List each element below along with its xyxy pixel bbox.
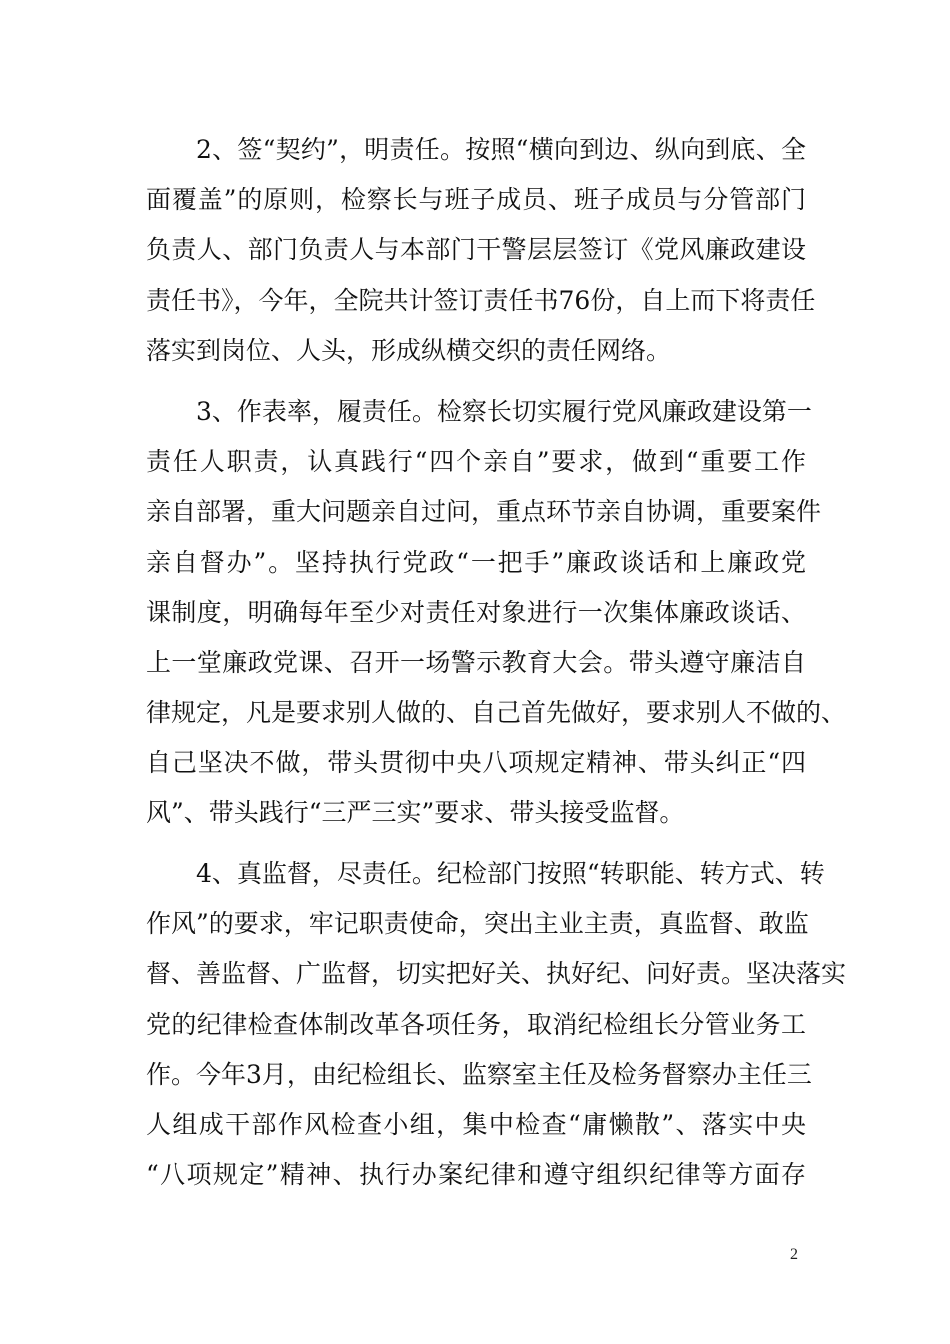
paragraph-3-line-6: 人组成干部作风检查小组，集中检查“庸懒散”、落实中央 — [146, 1110, 806, 1139]
paragraph-1-line-2: 面覆盖”的原则，检察长与班子成员、班子成员与分管部门 — [146, 185, 806, 214]
paragraph-1-line-4: 责任书》，今年，全院共计签订责任书76份，自上而下将责任 — [146, 286, 816, 315]
paragraph-3-line-3: 督、善监督、广监督，切实把好关、执好纪、问好责。坚决落实 — [146, 959, 847, 988]
paragraph-2-line-8: 自己坚决不做，带头贯彻中央八项规定精神、带头纠正“四 — [146, 748, 806, 777]
paragraph-3-line-2: 作风”的要求，牢记职责使命，突出主业主责，真监督、敢监 — [146, 909, 809, 938]
paragraph-2-line-4: 亲自督办”。坚持执行党政“一把手”廉政谈话和上廉政党 — [146, 548, 806, 577]
paragraph-3-line-7: “八项规定”精神、执行办案纪律和遵守组织纪律等方面存 — [146, 1160, 806, 1189]
paragraph-1-line-3: 负责人、部门负责人与本部门干警层层签订《党风廉政建设 — [146, 235, 806, 264]
paragraph-2-line-1: 3、作表率，履责任。检察长切实履行党风廉政建设第一 — [196, 397, 812, 426]
paragraph-2-line-3: 亲自部署，重大问题亲自过问，重点环节亲自协调，重要案件 — [146, 497, 822, 526]
page-number: 2 — [790, 1246, 798, 1263]
paragraph-1-line-1: 2、签“契约”，明责任。按照“横向到边、纵向到底、全 — [196, 135, 806, 164]
paragraph-2-line-9: 风”、带头践行“三严三实”要求、带头接受监督。 — [146, 798, 685, 827]
paragraph-3-line-1: 4、真监督，尽责任。纪检部门按照“转职能、转方式、转 — [196, 859, 825, 888]
paragraph-1-line-5: 落实到岗位、人头，形成纵横交织的责任网络。 — [146, 336, 672, 365]
paragraph-2-line-2: 责任人职责，认真践行“四个亲自”要求，做到“重要工作 — [146, 447, 806, 476]
paragraph-3-line-4: 党的纪律检查体制改革各项任务，取消纪检组长分管业务工 — [146, 1010, 806, 1039]
paragraph-3-line-5: 作。今年3月，由纪检组长、监察室主任及检务督察办主任三 — [146, 1060, 812, 1089]
paragraph-2-line-6: 上一堂廉政党课、召开一场警示教育大会。带头遵守廉洁自 — [146, 648, 806, 677]
paragraph-2-line-5: 课制度，明确每年至少对责任对象进行一次集体廉政谈话、 — [146, 598, 806, 627]
paragraph-2-line-7: 律规定，凡是要求别人做的、自己首先做好，要求别人不做的、 — [146, 698, 847, 727]
